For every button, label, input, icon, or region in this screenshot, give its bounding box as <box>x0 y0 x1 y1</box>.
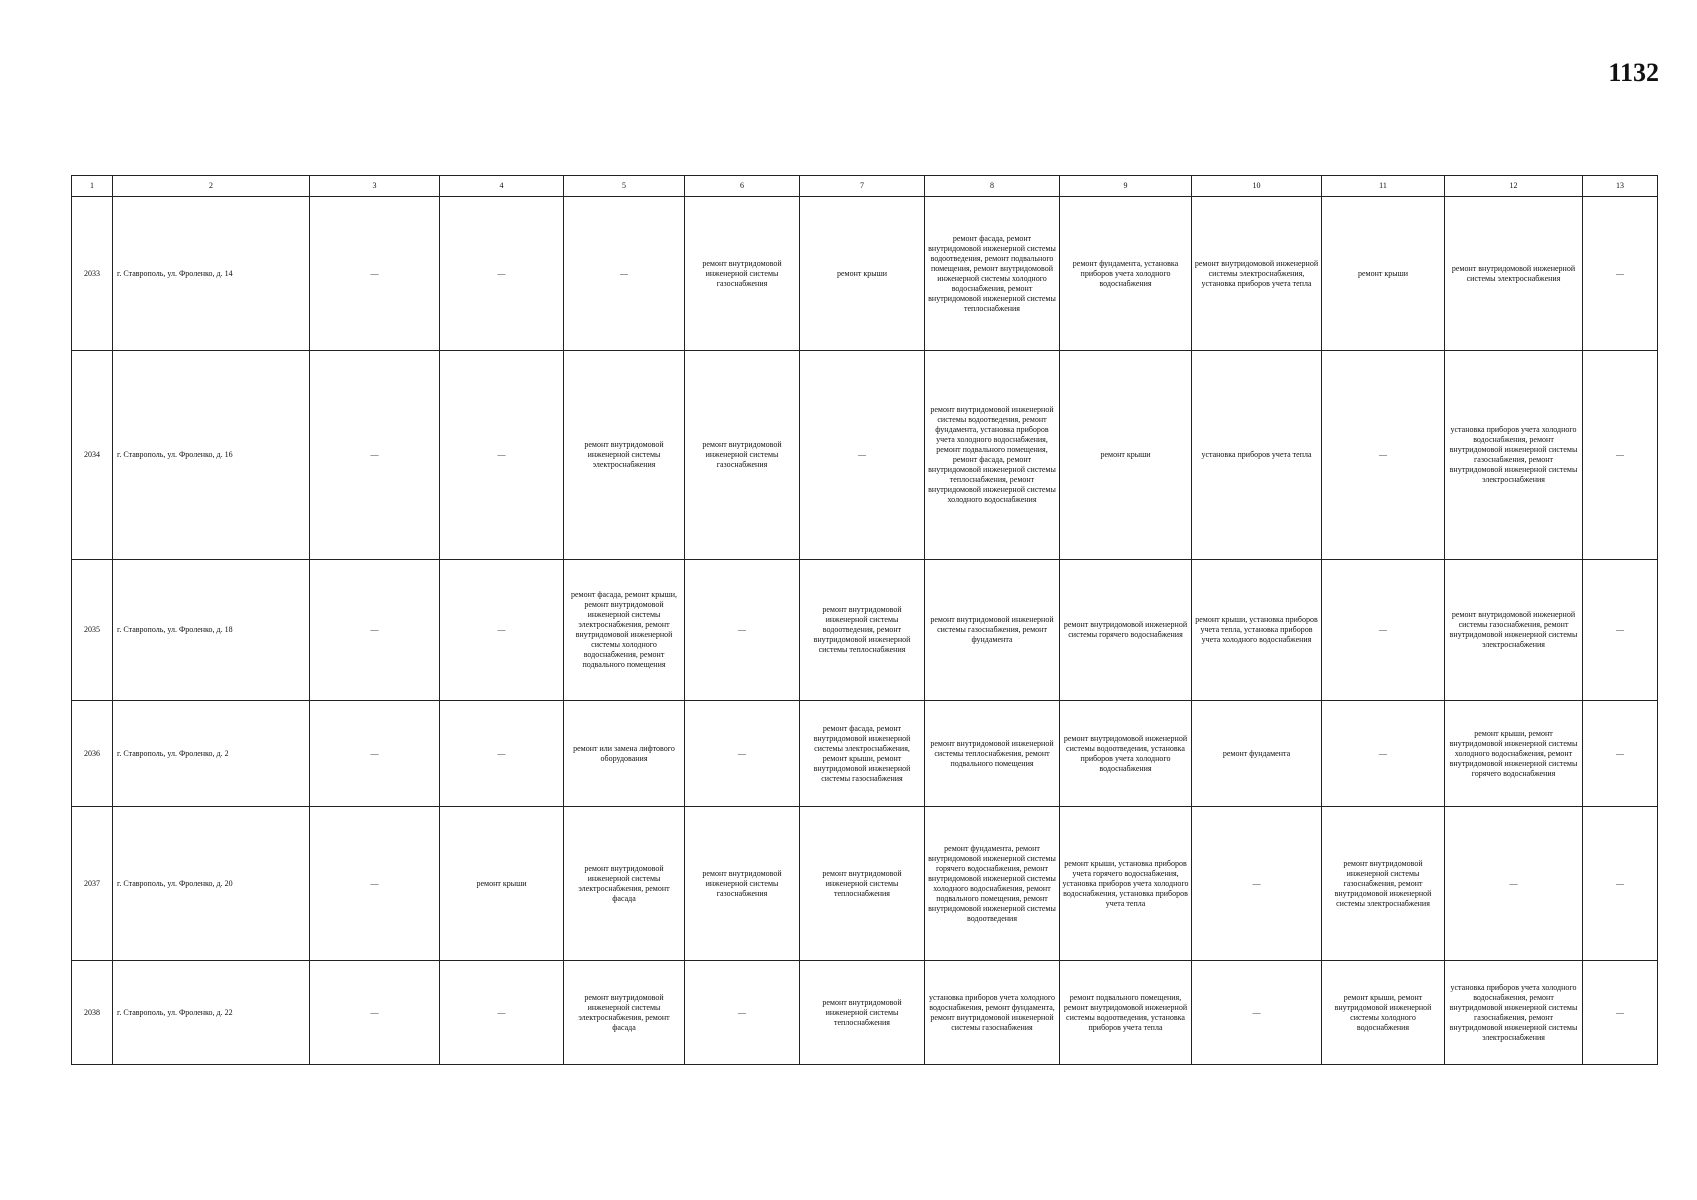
cell-col5: ремонт внутридомовой инженерной системы электроснабжения, ремонт фасада <box>564 807 685 961</box>
column-header: 10 <box>1192 176 1322 197</box>
cell-col9: ремонт внутридомовой инженерной системы горячего водоснабжения <box>1060 559 1192 701</box>
cell-col6: ремонт внутридомовой инженерной системы газоснабжения <box>685 807 800 961</box>
table-row <box>72 961 1658 1065</box>
cell-col11: ремонт крыши <box>1322 197 1445 351</box>
cell-col9: ремонт внутридомовой инженерной системы водоотведения, установка приборов учета холодного водоснабжения <box>1060 701 1192 807</box>
table-row <box>72 559 1658 701</box>
cell-col5: ремонт внутридомовой инженерной системы электроснабжения, ремонт фасада <box>564 961 685 1065</box>
column-header: 11 <box>1322 176 1445 197</box>
column-header: 2 <box>113 176 310 197</box>
cell-col4: — <box>440 701 564 807</box>
cell-col10: ремонт крыши, установка приборов учета тепла, установка приборов учета холодного водоснабжения <box>1192 559 1322 701</box>
cell-col12: установка приборов учета холодного водоснабжения, ремонт внутридомовой инженерной системы газоснабжения, ремонт внутридомовой инженерной системы электроснабжения <box>1445 961 1583 1065</box>
cell-col7: ремонт внутридомовой инженерной системы теплоснабжения <box>800 961 925 1065</box>
table-row <box>72 807 1658 961</box>
table-row <box>72 351 1658 559</box>
cell-col10: ремонт фундамента <box>1192 701 1322 807</box>
cell-col3: — <box>310 701 440 807</box>
cell-col3: — <box>310 197 440 351</box>
cell-col11: ремонт внутридомовой инженерной системы газоснабжения, ремонт внутридомовой инженерной системы электроснабжения <box>1322 807 1445 961</box>
cell-col13: — <box>1583 197 1658 351</box>
cell-col6: — <box>685 559 800 701</box>
cell-col13: — <box>1583 701 1658 807</box>
column-header: 7 <box>800 176 925 197</box>
address-cell: г. Ставрополь, ул. Фроленко, д. 2 <box>113 701 310 807</box>
cell-col9: ремонт крыши <box>1060 351 1192 559</box>
row-number: 2036 <box>72 701 113 807</box>
cell-col4: — <box>440 197 564 351</box>
cell-col4: — <box>440 559 564 701</box>
cell-col12: установка приборов учета холодного водоснабжения, ремонт внутридомовой инженерной системы газоснабжения, ремонт внутридомовой инженерной системы электроснабжения <box>1445 351 1583 559</box>
cell-col3: — <box>310 807 440 961</box>
address-cell: г. Ставрополь, ул. Фроленко, д. 18 <box>113 559 310 701</box>
cell-col10: — <box>1192 807 1322 961</box>
cell-col11: — <box>1322 559 1445 701</box>
cell-col8: ремонт фундамента, ремонт внутридомовой инженерной системы горячего водоснабжения, ремонт внутридомовой инженерной системы холодного водоснабжения, ремонт подвального помещения, ремонт внутридомовой инженерной системы водоотведения <box>925 807 1060 961</box>
cell-col6: ремонт внутридомовой инженерной системы газоснабжения <box>685 197 800 351</box>
column-header: 12 <box>1445 176 1583 197</box>
cell-col11: ремонт крыши, ремонт внутридомовой инженерной системы холодного водоснабжения <box>1322 961 1445 1065</box>
table-row <box>72 197 1658 351</box>
cell-col12: — <box>1445 807 1583 961</box>
column-header: 6 <box>685 176 800 197</box>
address-cell: г. Ставрополь, ул. Фроленко, д. 22 <box>113 961 310 1065</box>
cell-col13: — <box>1583 807 1658 961</box>
cell-col7: — <box>800 351 925 559</box>
cell-col6: — <box>685 701 800 807</box>
address-cell: г. Ставрополь, ул. Фроленко, д. 20 <box>113 807 310 961</box>
cell-col6: ремонт внутридомовой инженерной системы газоснабжения <box>685 351 800 559</box>
row-number: 2038 <box>72 961 113 1065</box>
cell-col12: ремонт внутридомовой инженерной системы электроснабжения <box>1445 197 1583 351</box>
cell-col3: — <box>310 961 440 1065</box>
cell-col3: — <box>310 351 440 559</box>
cell-col9: ремонт подвального помещения, ремонт внутридомовой инженерной системы водоотведения, установка приборов учета тепла <box>1060 961 1192 1065</box>
cell-col12: ремонт внутридомовой инженерной системы газоснабжения, ремонт внутридомовой инженерной системы электроснабжения <box>1445 559 1583 701</box>
cell-col4: ремонт крыши <box>440 807 564 961</box>
row-number: 2035 <box>72 559 113 701</box>
table-row <box>72 701 1658 807</box>
address-cell: г. Ставрополь, ул. Фроленко, д. 14 <box>113 197 310 351</box>
cell-col10: ремонт внутридомовой инженерной системы электроснабжения, установка приборов учета тепла <box>1192 197 1322 351</box>
cell-col8: ремонт внутридомовой инженерной системы теплоснабжения, ремонт подвального помещения <box>925 701 1060 807</box>
cell-col13: — <box>1583 961 1658 1065</box>
cell-col13: — <box>1583 559 1658 701</box>
repair-schedule-table <box>71 175 1658 1065</box>
cell-col3: — <box>310 559 440 701</box>
address-cell: г. Ставрополь, ул. Фроленко, д. 16 <box>113 351 310 559</box>
cell-col6: — <box>685 961 800 1065</box>
cell-col5: ремонт фасада, ремонт крыши, ремонт внутридомовой инженерной системы электроснабжения, ремонт внутридомовой инженерной системы холодного водоснабжения, ремонт подвального помещения <box>564 559 685 701</box>
page-number: 1132 <box>1608 58 1659 87</box>
cell-col13: — <box>1583 351 1658 559</box>
row-number: 2033 <box>72 197 113 351</box>
cell-col9: ремонт фундамента, установка приборов учета холодного водоснабжения <box>1060 197 1192 351</box>
cell-col7: ремонт крыши <box>800 197 925 351</box>
cell-col8: ремонт фасада, ремонт внутридомовой инженерной системы водоотведения, ремонт подвального помещения, ремонт внутридомовой инженерной системы холодного водоснабжения, ремонт внутридомовой инженерной системы теплоснабжения <box>925 197 1060 351</box>
column-header: 8 <box>925 176 1060 197</box>
column-header: 4 <box>440 176 564 197</box>
cell-col11: — <box>1322 701 1445 807</box>
cell-col7: ремонт фасада, ремонт внутридомовой инженерной системы электроснабжения, ремонт крыши, ремонт внутридомовой инженерной системы газоснабжения <box>800 701 925 807</box>
cell-col4: — <box>440 351 564 559</box>
header-row <box>72 176 1658 197</box>
cell-col4: — <box>440 961 564 1065</box>
column-header: 9 <box>1060 176 1192 197</box>
cell-col10: — <box>1192 961 1322 1065</box>
cell-col8: установка приборов учета холодного водоснабжения, ремонт фундамента, ремонт внутридомовой инженерной системы газоснабжения <box>925 961 1060 1065</box>
column-header: 1 <box>72 176 113 197</box>
row-number: 2034 <box>72 351 113 559</box>
cell-col11: — <box>1322 351 1445 559</box>
cell-col5: ремонт внутридомовой инженерной системы электроснабжения <box>564 351 685 559</box>
column-header: 3 <box>310 176 440 197</box>
cell-col5: ремонт или замена лифтового оборудования <box>564 701 685 807</box>
cell-col7: ремонт внутридомовой инженерной системы водоотведения, ремонт внутридомовой инженерной системы теплоснабжения <box>800 559 925 701</box>
column-header: 5 <box>564 176 685 197</box>
cell-col7: ремонт внутридомовой инженерной системы теплоснабжения <box>800 807 925 961</box>
column-header: 13 <box>1583 176 1658 197</box>
cell-col8: ремонт внутридомовой инженерной системы водоотведения, ремонт фундамента, установка приборов учета холодного водоснабжения, ремонт подвального помещения, ремонт фасада, ремонт внутридомовой инженерной системы теплоснабжения, ремонт внутридомовой инженерной системы холодного водоснабжения <box>925 351 1060 559</box>
cell-col10: установка приборов учета тепла <box>1192 351 1322 559</box>
cell-col8: ремонт внутридомовой инженерной системы газоснабжения, ремонт фундамента <box>925 559 1060 701</box>
cell-col9: ремонт крыши, установка приборов учета горячего водоснабжения, установка приборов учета холодного водоснабжения, установка приборов учета тепла <box>1060 807 1192 961</box>
cell-col12: ремонт крыши, ремонт внутридомовой инженерной системы холодного водоснабжения, ремонт внутридомовой инженерной системы горячего водоснабжения <box>1445 701 1583 807</box>
cell-col5: — <box>564 197 685 351</box>
row-number: 2037 <box>72 807 113 961</box>
